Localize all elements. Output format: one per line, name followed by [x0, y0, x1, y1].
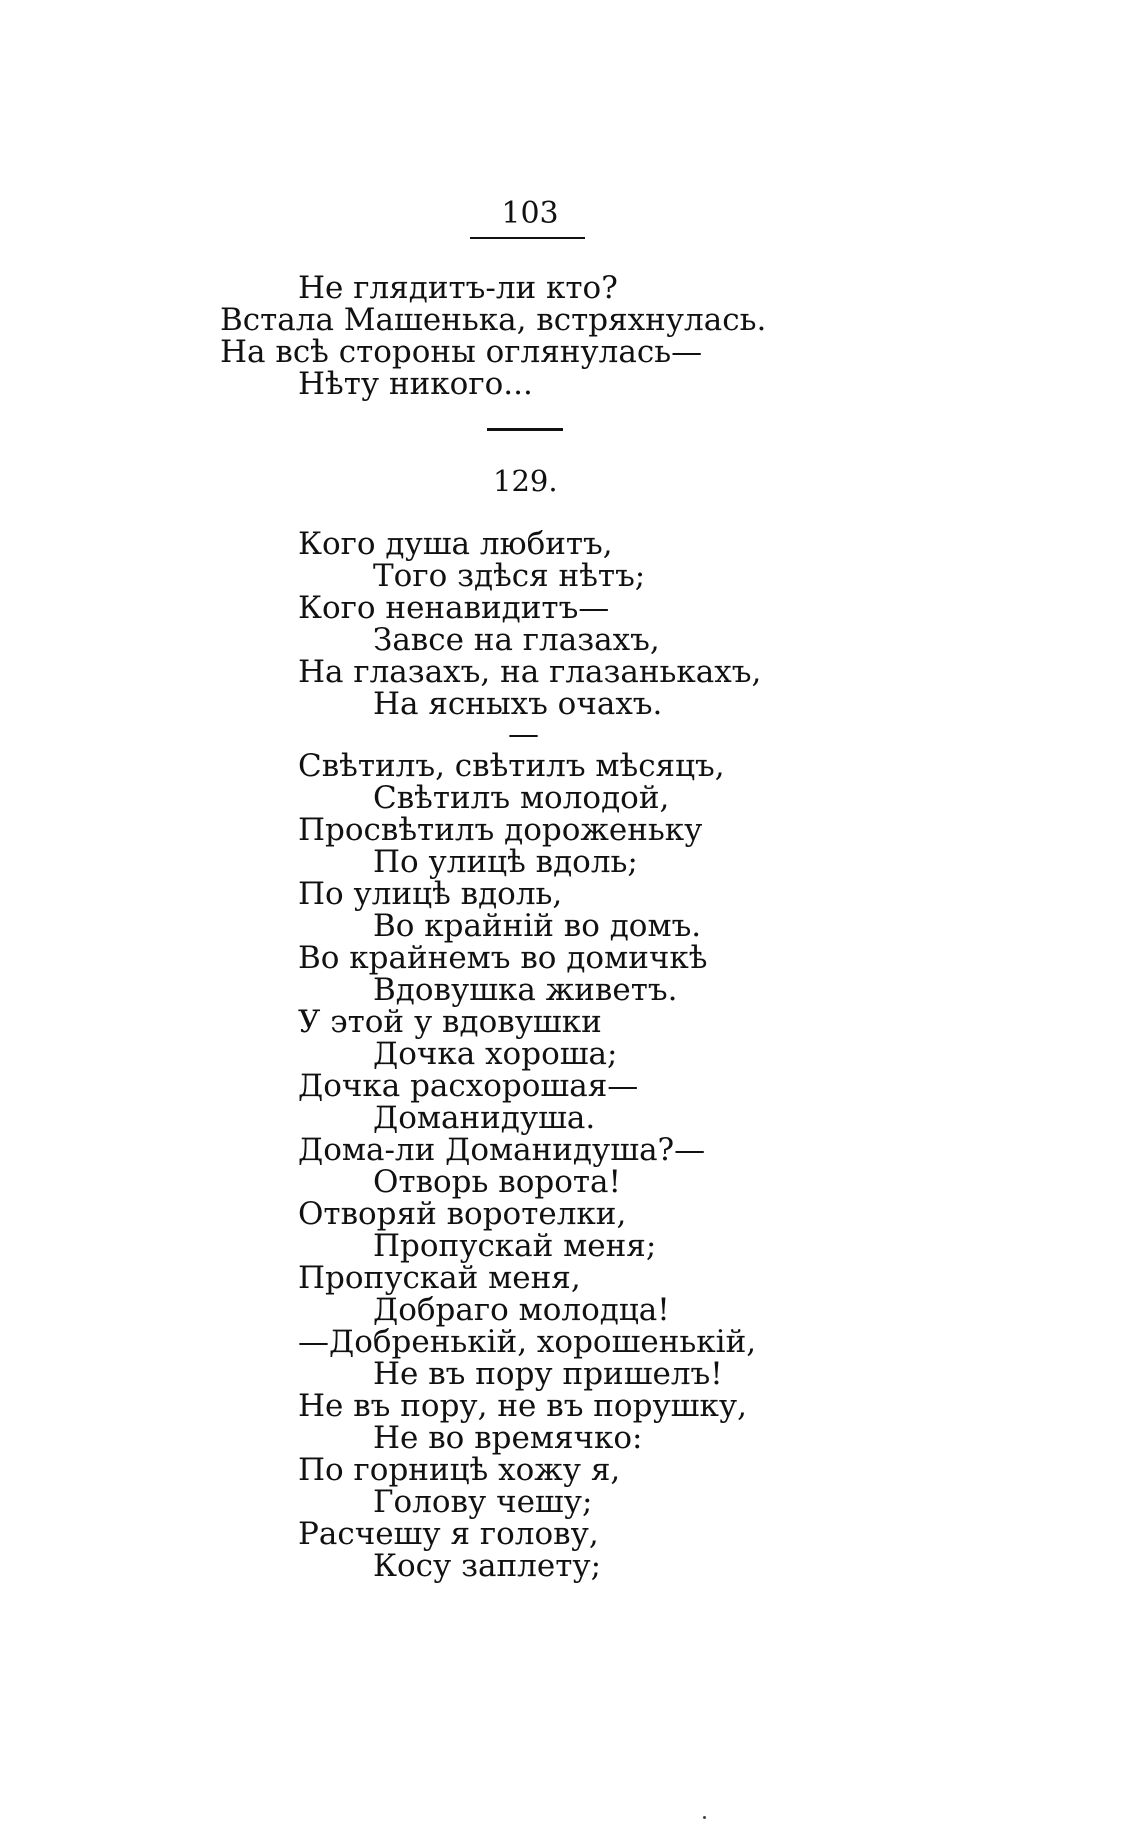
verse-line: Отворь ворота! — [373, 1164, 621, 1200]
verse-line: Просвѣтилъ дороженьку — [298, 812, 703, 848]
verse-line: Свѣтилъ, свѣтилъ мѣсяцъ, — [298, 748, 725, 784]
print-speck — [703, 1816, 706, 1819]
verse-line: Нѣту никого... — [298, 366, 533, 402]
poem-number: 129. — [493, 464, 558, 498]
verse-line: Завсе на глазахъ, — [373, 622, 660, 658]
verse-line: Того здѣся нѣтъ; — [373, 558, 646, 594]
verse-line: На ясныхъ очахъ. — [373, 686, 663, 722]
verse-line: Во крайнемъ во домичкѣ — [298, 940, 708, 976]
verse-line: По улицѣ вдоль, — [298, 876, 563, 912]
verse-line: Не въ пору, не въ порушку, — [298, 1388, 747, 1424]
verse-line: По улицѣ вдоль; — [373, 844, 638, 880]
verse-line: На глазахъ, на глазанькахъ, — [298, 654, 762, 690]
verse-line: —Добренькій, хорошенькій, — [298, 1324, 757, 1360]
verse-line: Доманидуша. — [373, 1100, 596, 1136]
stanza-separator: — — [508, 716, 539, 752]
verse-line: Косу заплету; — [373, 1548, 602, 1584]
verse-line: На всѣ стороны оглянулась— — [220, 334, 703, 370]
verse-line: Во крайній во домъ. — [373, 908, 702, 944]
verse-line: Пропускай меня, — [298, 1260, 581, 1296]
verse-line: Вдовушка живетъ. — [373, 972, 678, 1008]
verse-line: Встала Машенька, встряхнулась. — [220, 302, 767, 338]
verse-line: Не въ пору пришелъ! — [373, 1356, 723, 1392]
verse-line: Расчешу я голову, — [298, 1516, 599, 1552]
verse-line: Свѣтилъ молодой, — [373, 780, 670, 816]
verse-line: Пропускай меня; — [373, 1228, 657, 1264]
section-divider — [487, 428, 563, 431]
verse-line: У этой у вдовушки — [298, 1004, 602, 1040]
verse-line: Дочка хороша; — [373, 1036, 618, 1072]
verse-line: Отворяй воротелки, — [298, 1196, 627, 1232]
verse-line: Голову чешу; — [373, 1484, 593, 1520]
verse-line: Не глядитъ-ли кто? — [298, 270, 618, 306]
page-number: 103 — [501, 196, 559, 231]
verse-line: Не во времячко: — [373, 1420, 643, 1456]
verse-line: Кого душа любитъ, — [298, 526, 613, 562]
verse-line: Дома-ли Доманидуша?— — [298, 1132, 706, 1168]
verse-line: Добраго молодца! — [373, 1292, 670, 1328]
verse-line: Дочка расхорошая— — [298, 1068, 639, 1104]
page-number-rule — [470, 237, 585, 239]
verse-line: По горницѣ хожу я, — [298, 1452, 621, 1488]
verse-line: Кого ненавидитъ— — [298, 590, 610, 626]
